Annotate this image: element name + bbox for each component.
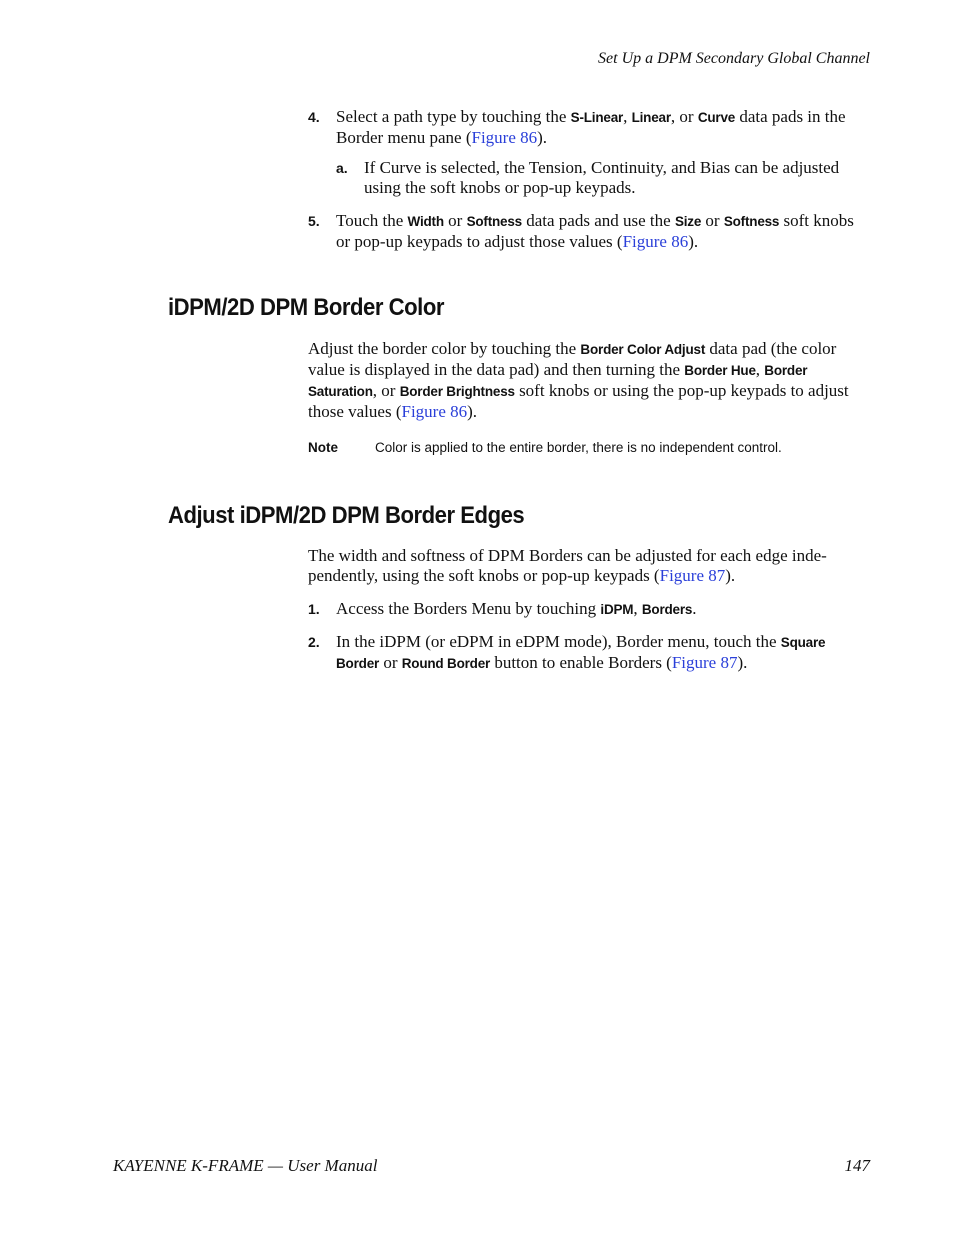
- text: ).: [688, 232, 699, 251]
- step-2: [308, 632, 870, 674]
- substep-letter: a.: [336, 160, 348, 176]
- text: Adjust the border color by touching the: [308, 339, 581, 358]
- ui-term-round-border: Round Border: [401, 656, 491, 671]
- step-5: [308, 211, 870, 252]
- ui-term-width: Width: [407, 214, 444, 229]
- ui-term-square-border: Square Border: [336, 635, 826, 671]
- text: data pads and use the: [521, 211, 675, 230]
- ui-term-borders: Borders: [641, 602, 693, 617]
- figure-87-link[interactable]: Figure 87: [659, 566, 726, 585]
- text: data pad (the color value is displayed in the data pad) and then turning the: [308, 339, 837, 379]
- page-number: 147: [844, 1156, 870, 1175]
- text: or: [379, 653, 402, 672]
- ui-term-border-hue: Border Hue: [684, 363, 756, 378]
- text: , or: [670, 107, 698, 126]
- text: ).: [537, 128, 548, 147]
- substep-text: If Curve is selected, the Tension, Continuity, and Bias can be adjusted using the soft knobs or pop-up keypads.: [364, 158, 840, 197]
- figure-87-link[interactable]: Figure 87: [671, 653, 738, 672]
- ui-term-size: Size: [674, 214, 702, 229]
- border-edges-intro: [308, 546, 870, 586]
- ui-term-border-brightness: Border Brightness: [399, 384, 515, 399]
- step-number: 5.: [308, 213, 320, 229]
- text: or: [701, 211, 724, 230]
- text: or: [443, 211, 467, 230]
- note: [308, 440, 870, 455]
- text: In the iDPM (or eDPM in eDPM mode), Border menu, touch the: [336, 632, 781, 651]
- text: ).: [467, 402, 478, 421]
- text: Access the Borders Menu by touching: [336, 599, 601, 618]
- text: data pads in the Border menu pane (: [336, 107, 846, 147]
- text: ).: [737, 653, 748, 672]
- note-text: Color is applied to the entire border, there is no independent control.: [375, 440, 782, 455]
- ui-term-s-linear: S-Linear: [570, 110, 624, 125]
- step-number: 1.: [308, 601, 320, 617]
- figure-86-link[interactable]: Figure 86: [471, 128, 538, 147]
- ui-term-linear: Linear: [631, 110, 671, 125]
- footer-title: KAYENNE K-FRAME — User Manual: [113, 1156, 378, 1175]
- substep-a: [336, 158, 870, 198]
- ui-term-idpm: iDPM: [600, 602, 634, 617]
- text: button to enable Borders (: [490, 653, 672, 672]
- step-4: [308, 107, 870, 148]
- border-color-paragraph: [308, 339, 870, 422]
- step-1: [308, 599, 870, 620]
- text: .: [692, 599, 697, 618]
- note-label: Note: [308, 440, 338, 455]
- text: soft knobs or using the pop-up keypads to adjust those values (: [308, 381, 849, 421]
- figure-86-link[interactable]: Figure 86: [622, 232, 689, 251]
- section-heading-border-color: iDPM/2D DPM Border Color: [168, 294, 445, 321]
- text: Select a path type by touching the: [336, 107, 571, 126]
- text: ,: [633, 599, 642, 618]
- text: ).: [725, 566, 736, 585]
- running-head: Set Up a DPM Secondary Global Channel: [598, 50, 870, 67]
- step-number: 2.: [308, 634, 320, 650]
- figure-86-link[interactable]: Figure 86: [401, 402, 468, 421]
- text: , or: [372, 381, 400, 400]
- ui-term-border-saturation: Border Saturation: [308, 363, 808, 399]
- ui-term-softness: Softness: [723, 214, 780, 229]
- text: The width and softness of DPM Borders can be adjusted for each edge inde-pendently, using the soft knobs or pop-up keypads (: [308, 546, 827, 585]
- text: Touch the: [336, 211, 408, 230]
- ui-term-curve: Curve: [697, 110, 736, 125]
- ui-term-border-color-adjust: Border Color Adjust: [580, 342, 706, 357]
- ui-term-softness: Softness: [466, 214, 522, 229]
- text: ,: [623, 107, 632, 126]
- step-number: 4.: [308, 109, 320, 125]
- text: soft knobs or pop-up keypads to adjust those values (: [336, 211, 854, 251]
- section-heading-border-edges: Adjust iDPM/2D DPM Border Edges: [168, 502, 525, 529]
- text: ,: [755, 360, 765, 379]
